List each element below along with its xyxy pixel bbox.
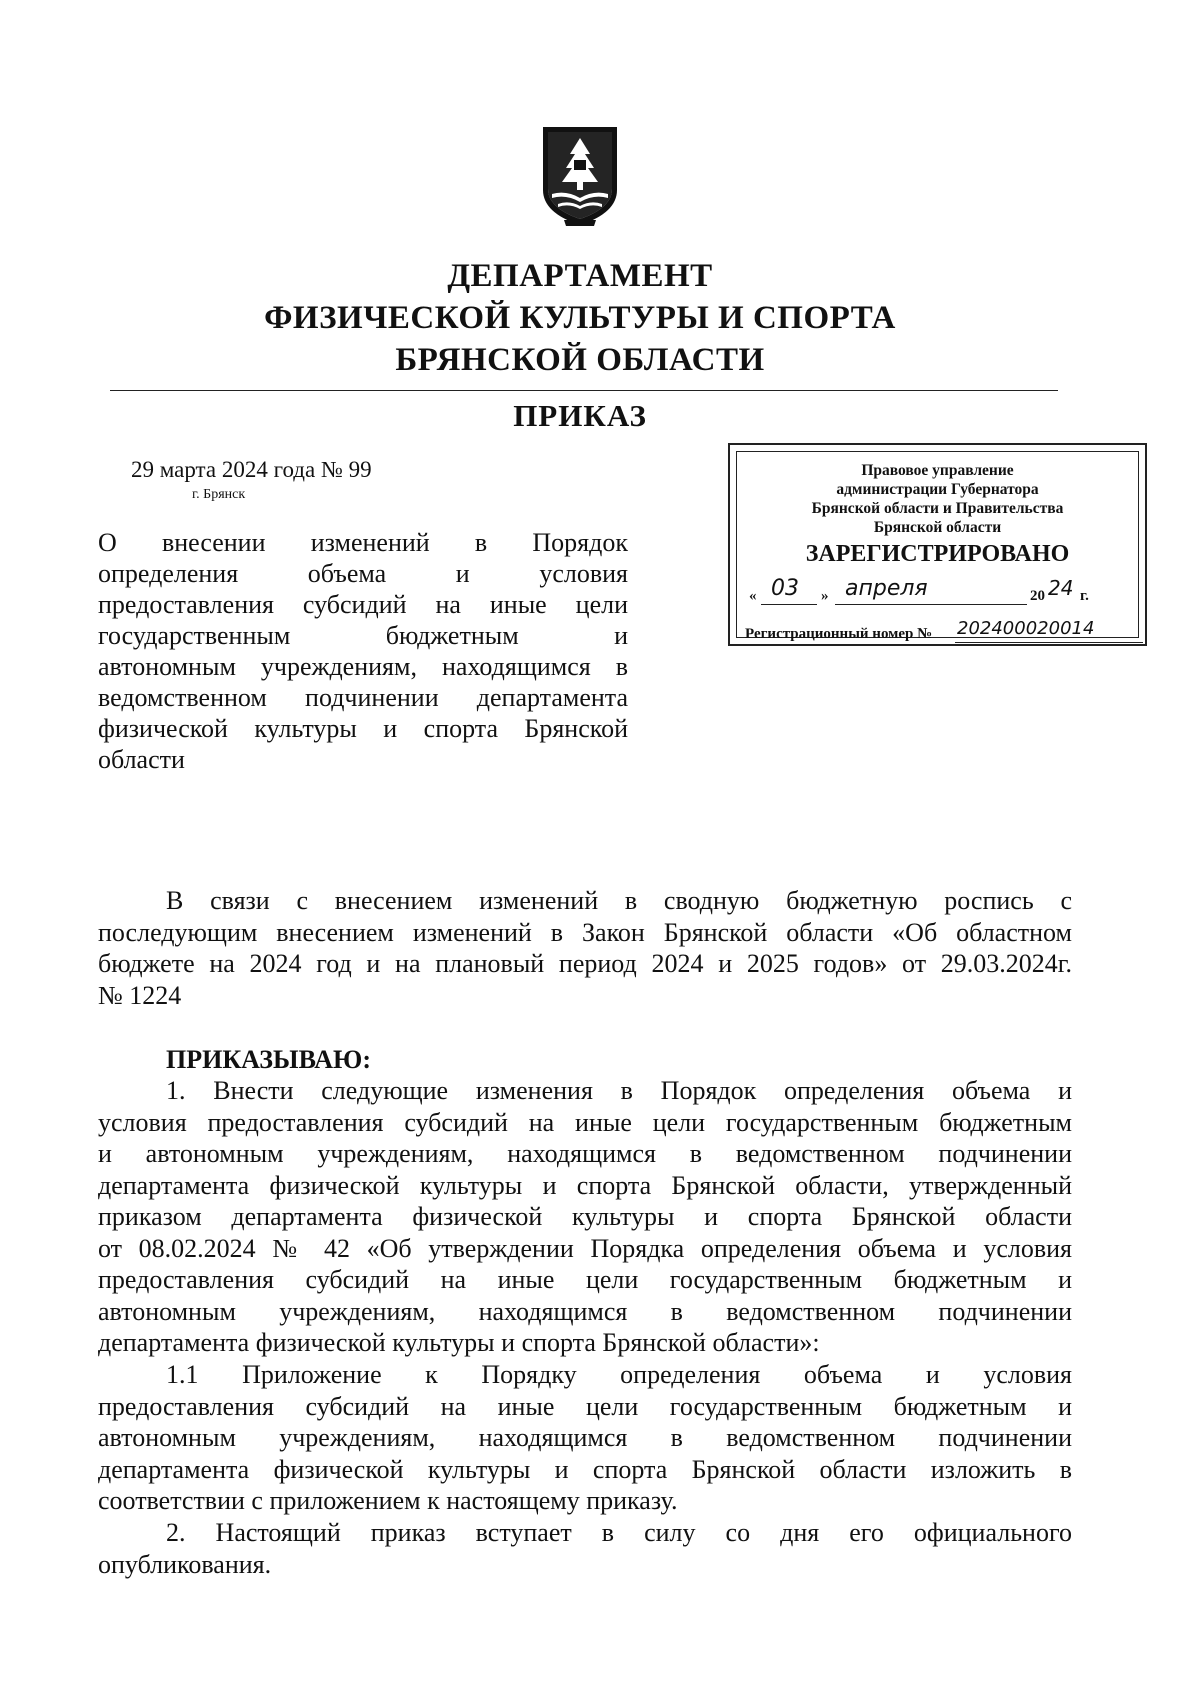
subject-line: О внесении изменений в Порядок	[98, 528, 628, 557]
department-name-line-2: ФИЗИЧЕСКОЙ КУЛЬТУРЫ И СПОРТА	[264, 300, 896, 336]
item-1-line: департамента физической культуры и спорта Брянской области, утвержденный	[98, 1170, 1072, 1200]
preamble-line: В связи с внесением изменений в сводную бюджетную роспись с	[166, 886, 1072, 915]
stamp-registered-label: ЗАРЕГИСТРИРОВАНО	[805, 541, 1070, 567]
header-divider	[110, 390, 1058, 391]
item-2-paragraph	[98, 1517, 1072, 1580]
stamp-year-unit: г.	[1080, 588, 1089, 604]
item-2-line: опубликования.	[98, 1549, 272, 1579]
subject-line: автономным учреждениям, находящимся в	[98, 652, 628, 681]
subject-line: физической культуры и спорта Брянской	[98, 714, 628, 743]
item-1-1-line: соответствии с приложением к настоящему приказу.	[98, 1486, 678, 1515]
stamp-regno-line	[745, 618, 1132, 646]
item-2-line: 2. Настоящий приказ вступает в силу со дня его официального	[166, 1518, 1072, 1547]
stamp-close-quote: »	[821, 588, 829, 604]
document-type-title: ПРИКАЗ	[513, 398, 647, 433]
stamp-year-handwritten: 24	[1048, 576, 1074, 600]
order-word-text: ПРИКАЗЫВАЮ:	[166, 1045, 371, 1074]
stamp-regno-label: Регистрационный номер №	[745, 626, 933, 642]
item-1-line: от 08.02.2024 № 42 «Об утверждении Порядка определения объема и условия	[98, 1233, 1072, 1263]
item-1-line: и автономным учреждениям, находящимся в ведомственном подчинении	[98, 1139, 1072, 1168]
order-word	[98, 1044, 1072, 1076]
stamp-org-line-4: Брянской области	[873, 519, 1002, 536]
stamp-month-handwritten: апреля	[845, 576, 928, 601]
item-1-line: 1. Внести следующие изменения в Порядок определения объема и	[166, 1076, 1072, 1105]
item-1-1-paragraph	[98, 1359, 1072, 1517]
order-city: г. Брянск	[192, 487, 246, 502]
stamp-org-line-3: Брянской области и Правительства	[811, 500, 1064, 517]
item-1-paragraph	[98, 1075, 1072, 1359]
item-1-1-line: департамента физической культуры и спорта Брянской области изложить в	[98, 1454, 1072, 1484]
stamp-day-handwritten: 03	[771, 576, 799, 601]
preamble-paragraph	[98, 885, 1072, 1011]
preamble-line: бюджете на 2024 год и на плановый период 2024 и 2025 годов» от 29.03.2024г.	[98, 949, 1072, 978]
registration-stamp	[728, 443, 1147, 646]
stamp-open-quote: «	[749, 588, 757, 604]
item-1-line: департамента физической культуры и спорта Брянской области»:	[98, 1328, 820, 1357]
item-1-1-line: автономным учреждениям, находящимся в ведомственном подчинении	[98, 1423, 1072, 1452]
stamp-regno-underline	[955, 642, 1143, 643]
subject-line: области	[98, 745, 185, 774]
subject-line: определения объема и условия	[98, 559, 628, 588]
stamp-regno-handwritten: 202400020014	[957, 618, 1095, 639]
subject-line: ведомственном подчинении департамента	[98, 683, 628, 712]
stamp-date-line	[745, 576, 1130, 610]
department-name-line-1: ДЕПАРТАМЕНТ	[447, 258, 713, 294]
stamp-month-underline	[835, 604, 1027, 605]
subject-line: предоставления субсидий на иные цели	[98, 590, 628, 619]
stamp-org-line-2: администрации Губернатора	[836, 481, 1039, 498]
stamp-day-underline	[761, 604, 817, 605]
item-1-1-line: предоставления субсидий на иные цели государственным бюджетным и	[98, 1391, 1072, 1421]
coat-of-arms-icon	[538, 120, 622, 230]
item-1-line: условия предоставления субсидий на иные цели государственным бюджетным	[98, 1107, 1072, 1137]
subject-line: государственным бюджетным и	[98, 621, 628, 650]
item-1-line: предоставления субсидий на иные цели государственным бюджетным и	[98, 1265, 1072, 1294]
preamble-line: № 1224	[98, 980, 182, 1010]
stamp-year-prefix: 20	[1030, 588, 1045, 604]
item-1-line: приказом департамента физической культуры и спорта Брянской области	[98, 1202, 1072, 1231]
order-date-number: 29 марта 2024 года № 99	[131, 457, 372, 482]
item-1-line: автономным учреждениям, находящимся в ведомственном подчинении	[98, 1296, 1072, 1326]
preamble-line: последующим внесением изменений в Закон Брянской области «Об областном	[98, 917, 1072, 947]
item-1-1-line: 1.1 Приложение к Порядку определения объема и условия	[166, 1360, 1072, 1389]
department-name-line-3: БРЯНСКОЙ ОБЛАСТИ	[395, 342, 765, 378]
order-subject	[98, 527, 628, 775]
stamp-org-line-1: Правовое управление	[861, 462, 1014, 479]
stamp-inner-border	[736, 451, 1139, 642]
